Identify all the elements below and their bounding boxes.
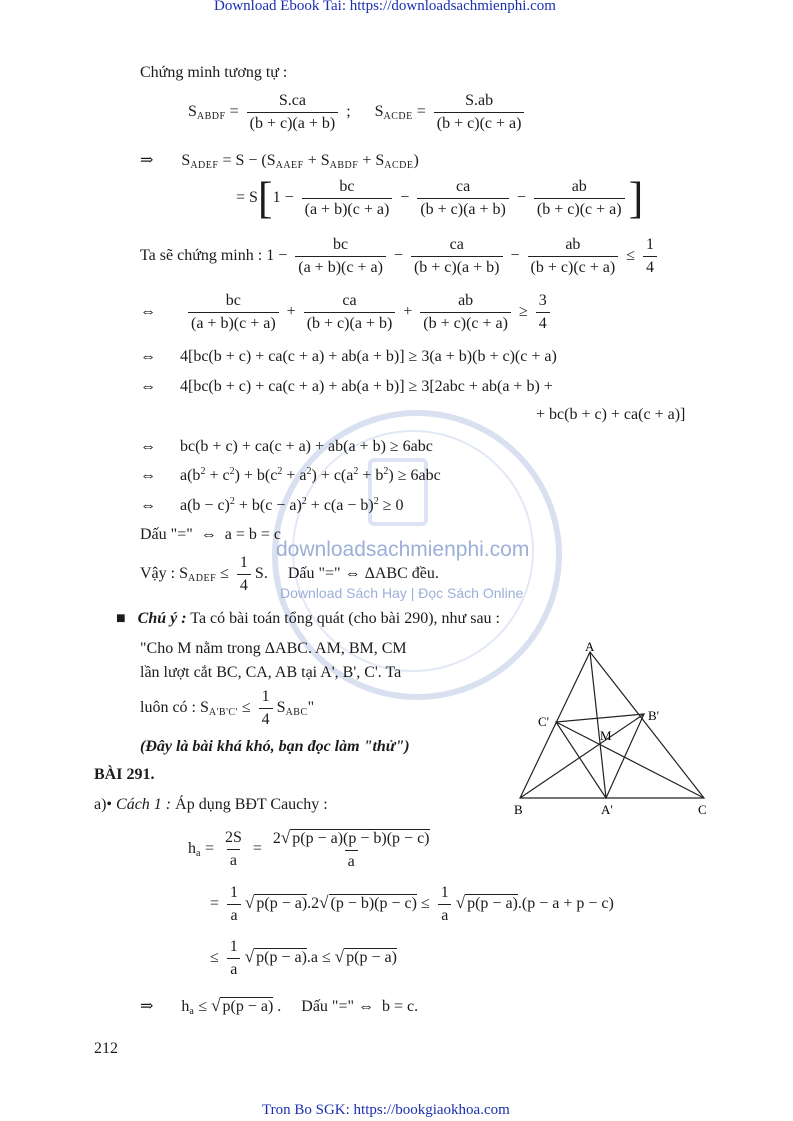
eq-sadef-line2: = S[1 − $\frac{bc}{(a + b)(c + a)}$ − $\frac{ca}{(b + c)(a + b)}$ − $\frac{ab}{(b + c)(c + a)}$ ] <box>236 173 644 223</box>
bullet-square-icon: ■ <box>116 610 126 627</box>
quote-line-2: lần lượt cắt BC, CA, AB tại A', B', C'. Ta <box>140 664 402 681</box>
eq-sadef-line1: ⇒ $S_{ADEF} = S - (S_{AAEF} + S_{ABDF} + S_{ACDE})$ <box>140 152 419 171</box>
eq-ha-2: = $\frac{1}{a}$ √ p(p − a).2√ (p − b)(p − c) ≤ $\frac{1}{a}$ √ p(p − a).(p − a + p − c) <box>210 884 614 924</box>
eq-equiv-3: ⇔ 4[bc(b + c) + ca(c + a) + ab(a + b)] ≥ 3[2abc + ab(a + b) + <box>140 378 553 395</box>
triangle-figure <box>508 640 718 820</box>
quote-line-3: luôn có : $S_{A'B'C'}$ ≤ $\frac{1}{4}$ $S_{ABC}$" <box>140 688 315 728</box>
cach-1-prefix: a)• <box>94 796 113 813</box>
dau-label: Dấu "=" <box>140 526 193 543</box>
eq-equality: Dấu "=" ⇔ a = b = c <box>140 526 281 543</box>
cach-1 <box>94 796 328 814</box>
eq-target: Ta sẽ chứng minh : 1 − $\frac{bc}{(a + b)(c + a)}$ − $\frac{ca}{(b + c)(a + b)}$ − $\frac{ab}{(b + c)(c + a)}$ ≤ $\frac{1}{4}$ <box>140 236 661 277</box>
ta-se-label: Ta sẽ chứng minh : <box>140 247 263 265</box>
chu-y-label: Chú ý : <box>137 610 187 627</box>
watermark-title: downloadsachmienphi.com <box>276 538 530 561</box>
eq-equiv-5: ⇔ $a(b^2 + c^2) + b(c^2 + a^2) + c(a^2 + b^2) \ge 6abc$ <box>140 466 441 484</box>
eq-equiv-2: ⇔ 4[bc(b + c) + ca(c + a) + ab(a + b)] ≥ 3(a + b)(b + c)(c + a) <box>140 348 557 365</box>
eq-ha-4: ⇒ $h_a$ ≤ √ p(p − a) . Dấu "=" ⇔ b = c. <box>140 996 419 1017</box>
vay-label: Vậy : <box>140 565 176 583</box>
cach-1-text: Áp dụng BĐT Cauchy : <box>175 796 328 813</box>
dau-label-3: Dấu "=" <box>301 998 355 1015</box>
eq-equiv-1: ⇔ $\frac{bc}{(a + b)(c + a)}$ + $\frac{ca}{(b + c)(a + b)}$ + $\frac{ab}{(b + c)(c + a)}$ ≥ $\frac{3}{4}$ <box>140 292 554 333</box>
eq-ha-1: $h_a$ = $\frac{2S}{a}$ = $\frac{2√ p(p - a)(p - b)(p - c)}{a}$ <box>188 828 430 870</box>
bai-heading: BÀI 291. <box>94 766 155 783</box>
header-link[interactable]: Download Ebook Tai: https://downloadsachmienphi.com <box>214 0 556 14</box>
label-C: C <box>698 802 707 817</box>
cach-1-label: Cách 1 : <box>116 796 172 813</box>
note-text: (Đây là bài khá khó, bạn đọc làm "thử") <box>140 738 410 755</box>
eq-equiv-4: ⇔ bc(b + c) + ca(c + a) + ab(a + b) ≥ 6abc <box>140 438 433 455</box>
dau-label-2: Dấu "=" <box>287 565 341 583</box>
quote-line-1: "Cho M nằm trong ΔABC. AM, BM, CM <box>140 640 407 657</box>
label-M: M <box>600 728 612 743</box>
quote-line-3-text: luôn có : <box>140 699 196 717</box>
eq-equiv-6: ⇔ $a(b - c)^2 + b(c - a)^2 + c(a - b)^2 \ge 0$ <box>140 496 404 514</box>
watermark-subtitle: Download Sách Hay | Đọc Sách Online <box>280 585 524 601</box>
label-B1: B' <box>648 708 660 723</box>
chu-y <box>116 610 500 628</box>
footer-link[interactable]: Tron Bo SGK: https://bookgiaokhoa.com <box>262 1102 510 1118</box>
eq-ha-3: ≤ $\frac{1}{a}$ √ p(p − a).a ≤ √ p(p − a) <box>210 938 397 978</box>
eq-conclusion: Vậy : $S_{ADEF}$ ≤ $\frac{1}{4}$ S. Dấu "=" ⇔ ΔABC đều. <box>140 554 439 594</box>
label-A1: A' <box>601 802 613 817</box>
label-C1: C' <box>538 714 550 729</box>
page-number: 212 <box>94 1040 118 1057</box>
eq-equiv-3b: + bc(b + c) + ca(c + a)] <box>536 406 686 423</box>
label-A: A <box>585 640 595 654</box>
chu-y-text: Ta có bài toán tổng quát (cho bài 290), như sau : <box>190 610 500 627</box>
eq-sabdf-sacde: $S_{ABDF}$ = $\frac{S.ca}{(b + c)(a + b)}$ ; $S_{ACDE}$ = $\frac{S.ab}{(b + c)(c + a)}$ <box>188 92 528 133</box>
label-B: B <box>514 802 523 817</box>
intro-text: Chứng minh tương tự : <box>140 64 288 81</box>
